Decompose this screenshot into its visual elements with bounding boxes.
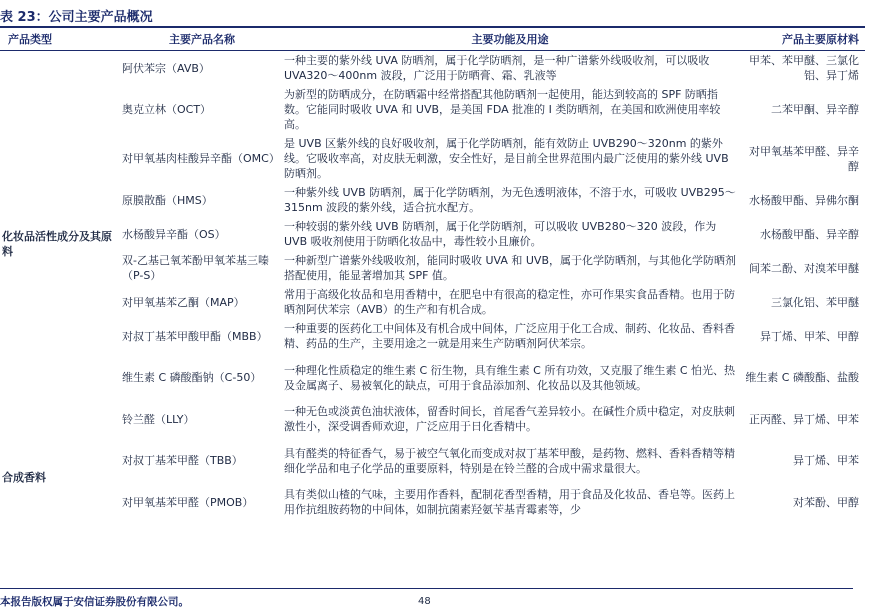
materials-cell: 正丙醛、异丁烯、甲苯 [749,412,859,426]
header-product-name: 主要产品名称 [116,27,282,51]
product-name-cell: 阿伏苯宗（AVB） [122,61,210,75]
header-function: 主要功能及用途 [282,27,738,51]
function-cell: 一种紫外线 UVB 防晒剂，属于化学防晒剂，为无色透明液体，不溶于水，可吸收 UVB295～315nm 波段的紫外线，适合抗水配方。 [284,186,736,214]
materials-cell: 异丁烯、甲苯 [793,454,859,467]
product-type-cell: 合成香料 [2,471,46,484]
function-cell: 一种主要的紫外线 UVA 防晒剂，属于化学防晒剂，是一种广谱紫外线吸收剂，可以吸收 UVA320～400nm 波段，广泛用于防晒膏、霜、乳液等 [284,54,710,82]
product-type-cell: 化妆品活性成分及其原料 [2,229,112,258]
materials-cell: 三氯化铝、苯甲醚 [771,295,859,309]
product-name-cell: 对叔丁基苯甲酸甲酯（MBB） [122,329,268,343]
product-name-cell: 双-乙基己氧苯酚甲氧苯基三嗪（P-S） [122,254,269,282]
table-caption: 表 23：公司主要产品概况 [0,10,153,25]
product-name-cell: 对叔丁基苯甲醛（TBB） [122,454,243,467]
function-cell: 一种无色或淡黄色油状液体，留香时间长，首尾香气差异较小。在碱性介质中稳定，对皮肤刺激性小，深受调香师欢迎，广泛应用于日化香精中。 [284,405,735,433]
product-name-cell: 原膜散酯（HMS） [122,193,213,207]
materials-cell: 对苯酚、甲醇 [793,495,859,509]
table-row [0,285,865,319]
materials-cell: 二苯甲酮、异辛醇 [771,103,859,116]
table-row [0,436,865,485]
product-table [0,26,865,519]
materials-cell: 异丁烯、甲苯、甲醇 [760,329,859,343]
product-name-cell: 维生素 C 磷酸酯钠（C-50） [122,371,262,384]
table-row [0,485,865,519]
page-number: 48 [418,596,431,607]
materials-cell: 甲苯、苯甲醚、三氯化铝、异丁烯 [749,54,859,82]
product-name-cell: 对甲氧基苯甲醛（PMOB） [122,495,254,509]
product-name-cell: 对甲氧基苯乙酮（MAP） [122,295,245,309]
function-cell: 具有类似山楂的气味，主要用作香料，配制花香型香精，用于食品及化妆品、香皂等。医药上用作抗组胺药物的中间体，如制抗菌素羟氨苄基青霉素等，少 [284,488,735,516]
product-name-cell: 对甲氧基肉桂酸异辛酯（OMC） [122,152,280,165]
materials-cell: 对甲氧基苯甲醛、异辛醇 [749,144,859,173]
header-materials: 产品主要原材料 [738,27,865,51]
table-row [0,51,865,86]
product-name-cell: 铃兰醛（LLY） [122,412,195,426]
table-row [0,183,865,217]
table-row [0,134,865,183]
function-cell: 一种新型广谱紫外线吸收剂，能同时吸收 UVA 和 UVB，属于化学防晒剂，与其他化学防晒剂搭配使用，能显著增加其 SPF 值。 [284,254,737,282]
table-row [0,353,865,402]
product-name-cell: 奥克立林（OCT） [122,103,212,116]
table-row [0,217,865,251]
table-header-row [0,27,865,51]
function-cell: 一种重要的医药化工中间体及有机合成中间体，广泛应用于化工合成、制药、化妆品、香料香精、药品的生产，主要用途之一就是用来生产防晒剂阿伏苯宗。 [284,322,735,350]
materials-cell: 水杨酸甲酯、异辛醇 [760,227,859,241]
table-row [0,402,865,436]
materials-cell: 维生素 C 磷酸酯、盐酸 [745,371,859,384]
product-name-cell: 水杨酸异辛酯（OS） [122,227,226,241]
materials-cell: 水杨酸甲酯、异佛尔酮 [749,193,859,207]
footer-divider [0,588,853,589]
function-cell: 是 UVB 区紫外线的良好吸收剂，属于化学防晒剂，能有效防止 UVB290～320nm 的紫外线。它吸收率高，对皮肤无刺激，安全性好，是目前全世界范围内最广泛使用的紫外线 UVB 防晒剂。 [284,137,729,180]
table-row [0,85,865,134]
table-row [0,319,865,353]
function-cell: 一种较弱的紫外线 UVB 防晒剂，属于化学防晒剂，可以吸收 UVB280～320 波段，作为 UVB 吸收剂使用于防晒化妆品中，毒性较小且廉价。 [284,220,717,248]
function-cell: 一种理化性质稳定的维生素 C 衍生物，具有维生素 C 所有功效，又克服了维生素 C 怕光、热及金属离子、易被氧化的缺点，可用于食品添加剂、化妆品以及其他领域。 [284,363,736,392]
header-product-type: 产品类型 [0,27,116,51]
materials-cell: 间苯二酚、对溴苯甲醚 [749,261,859,275]
function-cell: 为新型的防晒成分，在防晒霜中经常搭配其他防晒剂一起使用，能达到较高的 SPF 防晒指数。它能同时吸收 UVA 和 UVB，是美国 FDA 批准的 I 类防晒剂，在美国和欧洲使用率较高。 [284,88,721,131]
function-cell: 具有醛类的特征香气，易于被空气氧化而变成对叔丁基苯甲酸，是药物、燃料、香料香精等精细化学品和电子化学品的重要原料，特别是在铃兰醛的合成中需求量很大。 [284,446,735,475]
function-cell: 常用于高级化妆品和皂用香精中，在肥皂中有很高的稳定性，亦可作果实食品香精。也用于防晒剂阿伏苯宗（AVB）的生产和有机合成。 [284,288,735,316]
table-row [0,251,865,285]
footer-copyright: 本报告版权属于安信证券股份有限公司。 [0,596,189,608]
